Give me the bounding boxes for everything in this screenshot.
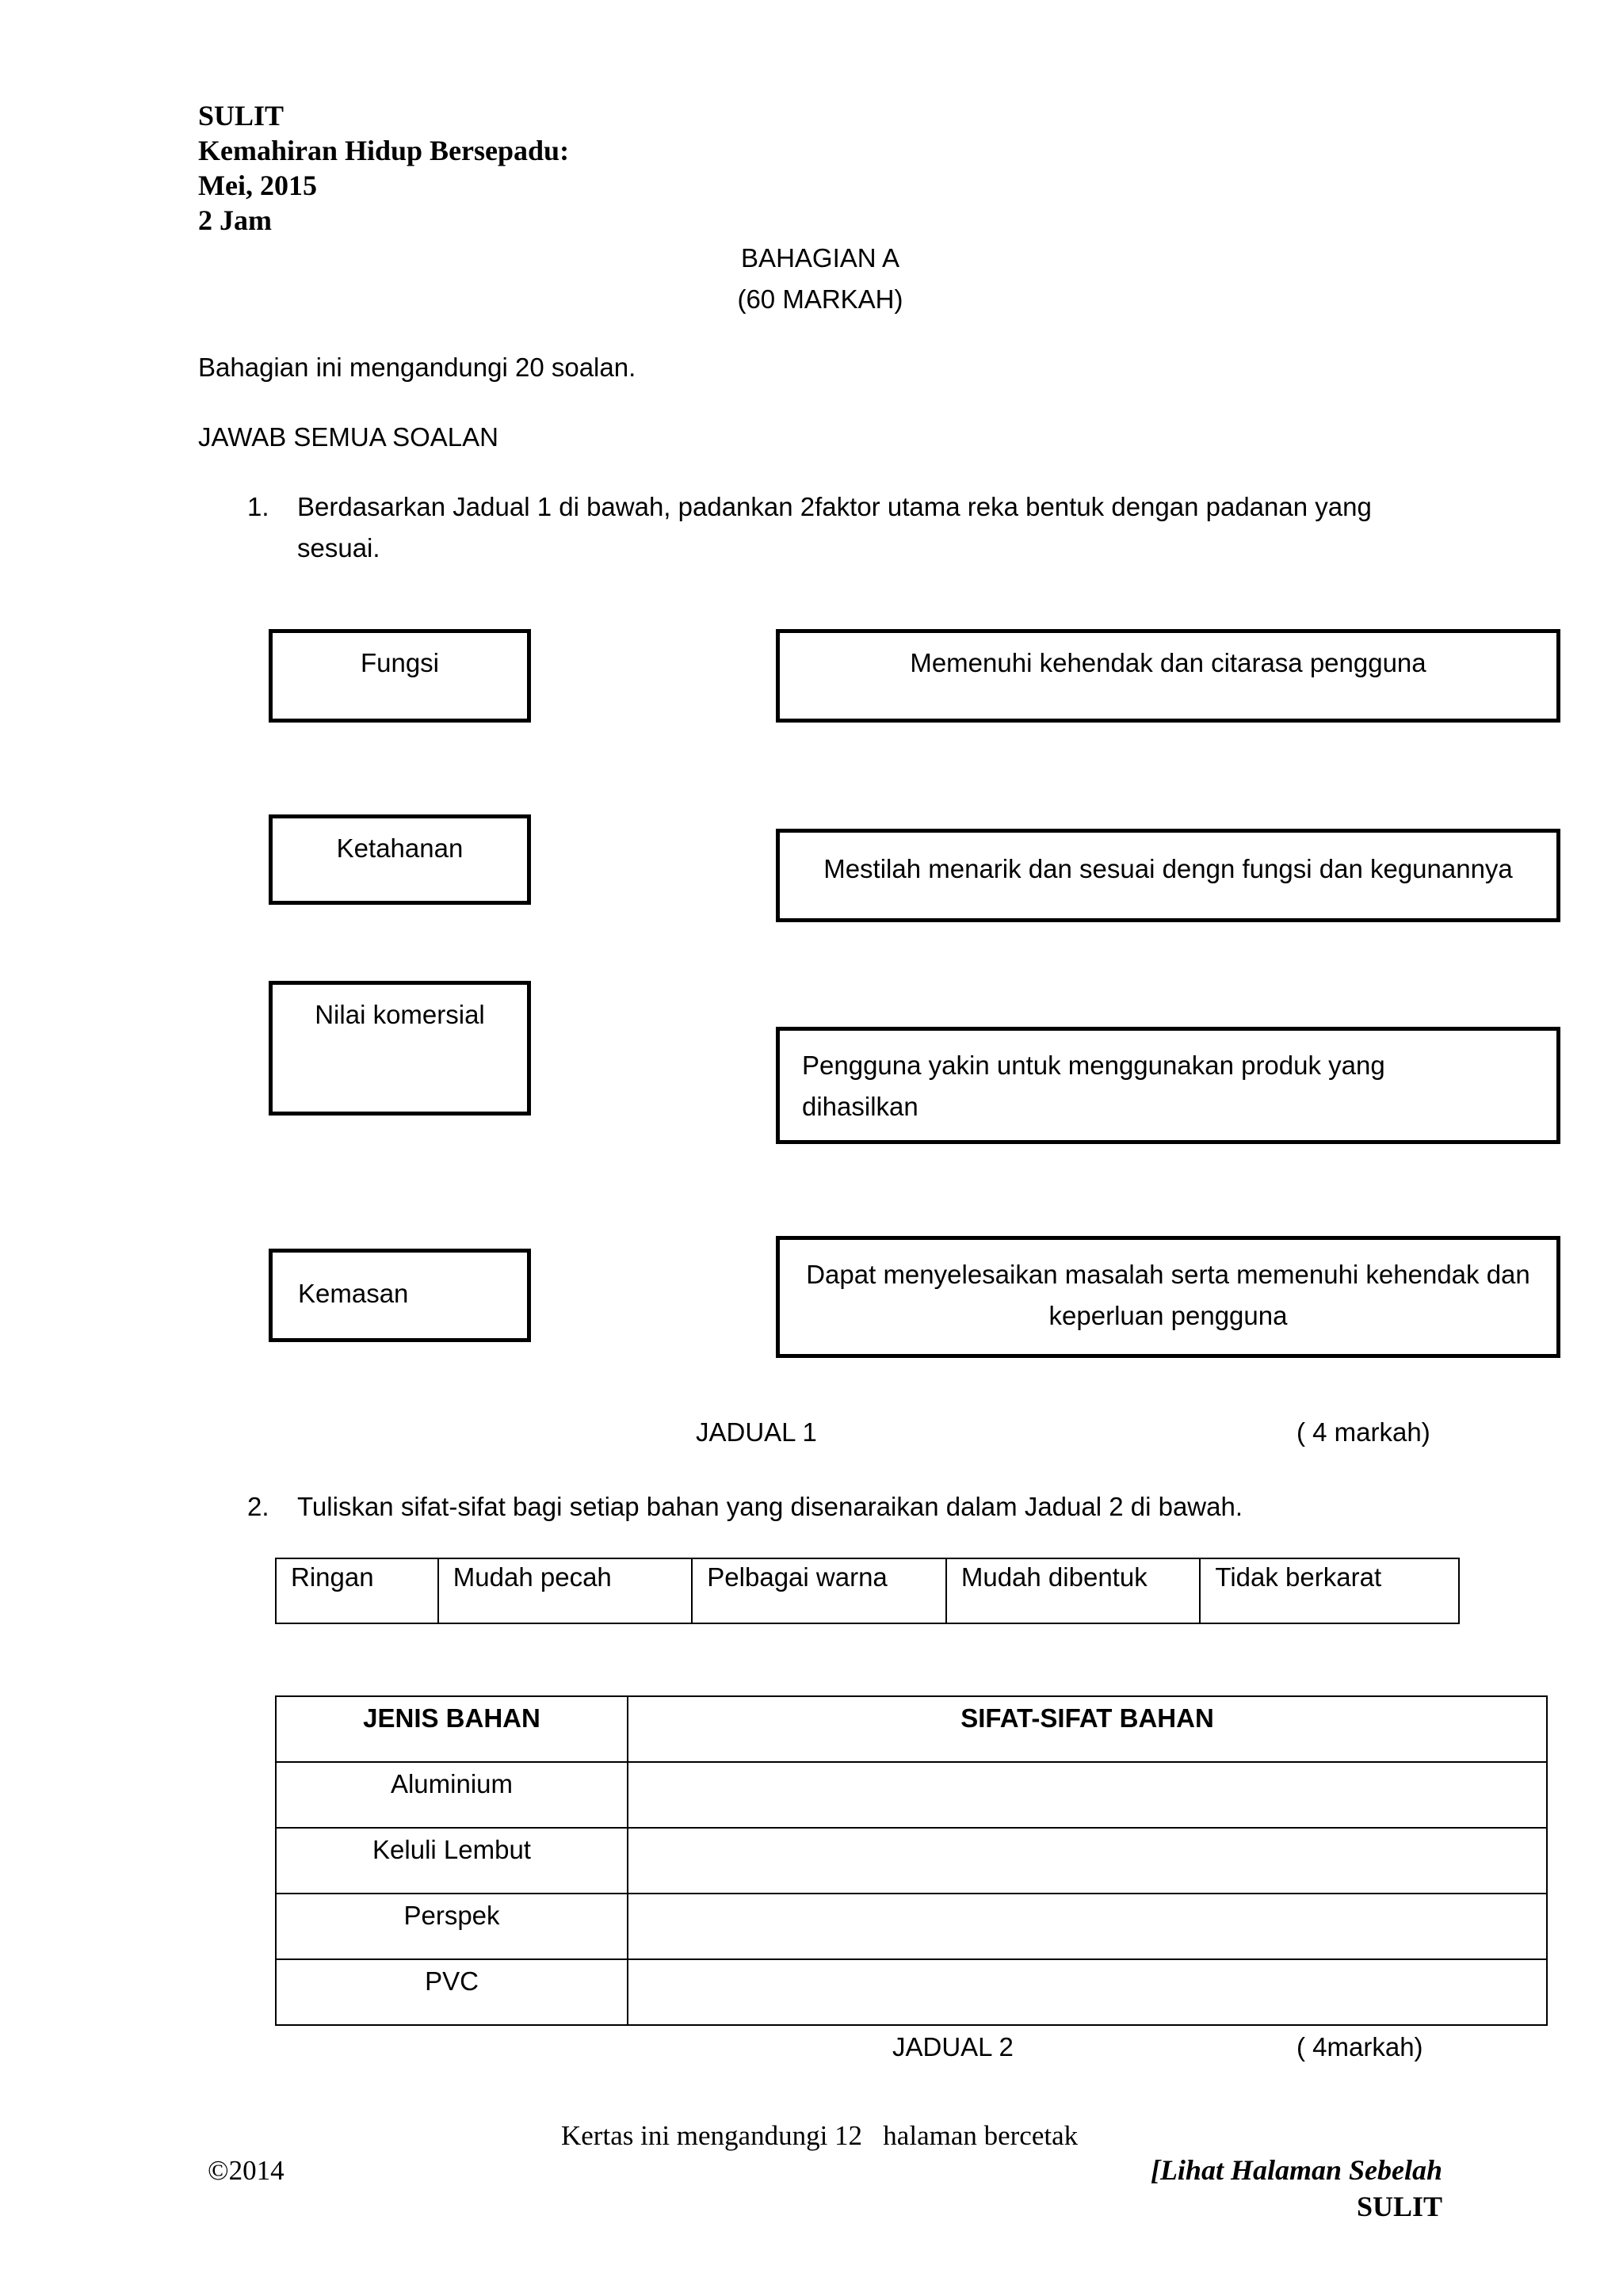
sulit-label: SULIT (198, 100, 285, 132)
description-box-1 (776, 629, 1560, 723)
table2-marks: ( 4markah) (1296, 2032, 1423, 2061)
factor-box-kemasan (269, 1249, 531, 1342)
property-cell: Mudah pecah (438, 1558, 693, 1623)
description-box-4 (776, 1236, 1560, 1358)
table2-caption: JADUAL 2 (892, 2032, 1014, 2061)
header-block (198, 98, 569, 238)
q1-text (297, 486, 1486, 569)
answer-cell[interactable] (628, 1762, 1547, 1828)
page-count-note: Kertas ini mengandungi 12 halaman bercetak (561, 2120, 1079, 2151)
section-heading (0, 238, 1623, 320)
material-name: Keluli Lembut (276, 1828, 628, 1894)
q1-number: 1. (247, 492, 269, 521)
answer-cell[interactable] (628, 1828, 1547, 1894)
exam-date: Mei, 2015 (198, 170, 317, 201)
description-text: Memenuhi kehendak dan citarasa pengguna (910, 648, 1426, 677)
material-name: PVC (276, 1959, 628, 2025)
q2-number: 2. (247, 1492, 269, 1521)
next-page-note: [Lihat Halaman Sebelah (1150, 2154, 1442, 2186)
factor-box-nilai-komersial (269, 981, 531, 1116)
table-row (276, 1959, 1547, 2025)
header-sifat-sifat-bahan: SIFAT-SIFAT BAHAN (628, 1696, 1547, 1762)
subject-title: Kemahiran Hidup Bersepadu: (198, 135, 570, 166)
factor-box-fungsi (269, 629, 531, 723)
table1-caption: JADUAL 1 (696, 1417, 817, 1447)
description-box-3 (776, 1027, 1560, 1144)
footer-sulit: SULIT (1356, 2191, 1442, 2222)
table1-marks: ( 4 markah) (1296, 1417, 1430, 1447)
description-text: Dapat menyelesaikan masalah serta memenuhi kehendak dan keperluan pengguna (806, 1260, 1530, 1330)
factor-label: Kemasan (298, 1279, 409, 1308)
copyright: ©2014 (208, 2155, 285, 2186)
description-box-2 (776, 829, 1560, 922)
properties-row (276, 1558, 1459, 1623)
description-text: Pengguna yakin untuk menggunakan produk yang dihasilkan (802, 1051, 1385, 1121)
table-row (276, 1762, 1547, 1828)
answer-cell[interactable] (628, 1959, 1547, 2025)
property-cell: Pelbagai warna (692, 1558, 946, 1623)
intro-line-2: JAWAB SEMUA SOALAN (198, 422, 498, 452)
q1-text-line-1: Berdasarkan Jadual 1 di bawah, padankan 2faktor utama reka bentuk dengan padanan yang (297, 492, 1372, 521)
materials-table (275, 1695, 1548, 2026)
property-cell: Mudah dibentuk (946, 1558, 1201, 1623)
intro-line-1: Bahagian ini mengandungi 20 soalan. (198, 353, 636, 382)
table-header-row (276, 1696, 1547, 1762)
material-name: Perspek (276, 1894, 628, 1959)
property-cell: Ringan (276, 1558, 438, 1623)
header-jenis-bahan: JENIS BAHAN (276, 1696, 628, 1762)
description-text: Mestilah menarik dan sesuai dengn fungsi dan kegunannya (823, 854, 1513, 883)
properties-table (275, 1558, 1460, 1624)
section-title: BAHAGIAN A (741, 243, 899, 273)
factor-label: Nilai komersial (315, 1000, 485, 1029)
q2-text: Tuliskan sifat-sifat bagi setiap bahan yang disenaraikan dalam Jadual 2 di bawah. (297, 1492, 1243, 1521)
answer-cell[interactable] (628, 1894, 1547, 1959)
property-cell: Tidak berkarat (1200, 1558, 1459, 1623)
factor-label: Ketahanan (336, 833, 464, 863)
q1-text-line-2: sesuai. (297, 533, 380, 563)
factor-box-ketahanan (269, 814, 531, 905)
section-marks: (60 MARKAH) (737, 284, 903, 314)
factor-label: Fungsi (360, 648, 440, 677)
exam-duration: 2 Jam (198, 204, 272, 236)
table-row (276, 1894, 1547, 1959)
material-name: Aluminium (276, 1762, 628, 1828)
table-row (276, 1828, 1547, 1894)
